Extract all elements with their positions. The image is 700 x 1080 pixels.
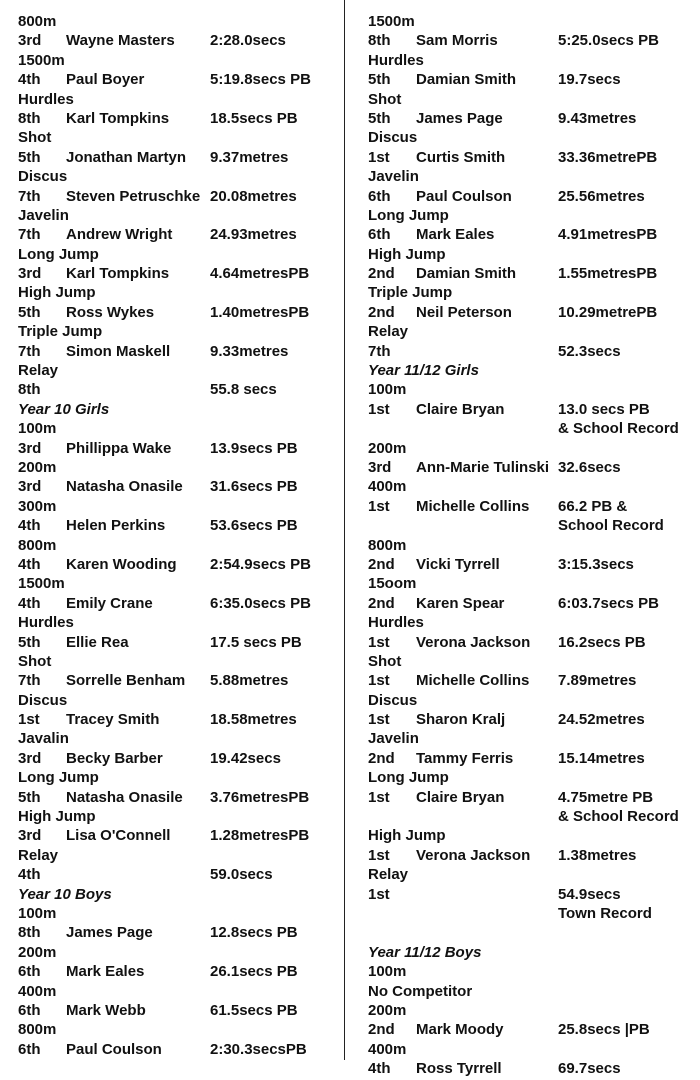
result-row (18, 477, 353, 496)
result-row (368, 846, 700, 865)
event-label: High Jump (368, 827, 446, 845)
event-label: Hurdles (368, 51, 424, 69)
result-row (368, 885, 700, 904)
result-value: 20.08metres (210, 187, 297, 205)
event-label: 800m (18, 13, 57, 30)
result-value: 52.3secs (558, 342, 621, 360)
section-heading: Year 10 Girls (18, 400, 110, 418)
placing: 5th (368, 71, 391, 89)
result-value: 69.7secs (558, 1060, 621, 1078)
athlete-name: James Page (66, 924, 153, 942)
result-row (18, 923, 353, 942)
placing: 5th (18, 148, 41, 166)
result-value: 26.1secs PB (210, 963, 298, 981)
event-label: Relay (18, 846, 59, 864)
athlete-name: Simon Maskell (66, 342, 171, 360)
result-row (368, 187, 700, 206)
placing: 1st (18, 711, 40, 729)
result-row (368, 594, 700, 613)
section-heading: Year 11/12 Boys (368, 943, 482, 961)
athlete-name: Karen Wooding (66, 555, 177, 573)
athlete-name: Phillippa Wake (66, 439, 172, 457)
placing: 1st (368, 885, 390, 903)
placing: 1st (368, 400, 390, 418)
result-value: 16.2secs PB (558, 633, 646, 651)
event-label: Shot (18, 652, 52, 670)
placing: 7th (368, 342, 391, 360)
athlete-name: Mark Eales (416, 226, 495, 244)
result-value: 12.8secs PB (210, 924, 298, 942)
event-label: Long Jump (368, 206, 449, 224)
result-value: 13.0 secs PB (558, 400, 650, 418)
placing: 5th (368, 109, 391, 127)
result-value: 2:28.0secs (210, 32, 286, 50)
result-row (368, 109, 700, 128)
athlete-name: Curtis Smith (416, 148, 506, 166)
athlete-name: Verona Jackson (416, 846, 531, 864)
placing: 1st (368, 788, 390, 806)
result-value: 9.33metres (210, 342, 289, 360)
athlete-name: Ann-Marie Tulinski (416, 458, 550, 476)
athlete-name: Mark Eales (66, 963, 145, 981)
athlete-name: Lisa O'Connell (66, 827, 171, 845)
placing: 5th (18, 633, 41, 651)
placing: 5th (18, 788, 41, 806)
result-row (18, 109, 353, 128)
event-label: No Competitor (368, 982, 473, 1000)
placing: 2nd (368, 1021, 395, 1039)
event-label: 300m (18, 497, 57, 515)
athlete-name: Natasha Onasile (66, 478, 183, 496)
placing: 7th (18, 342, 41, 360)
result-row (18, 342, 353, 361)
result-row (18, 555, 353, 574)
result-value: 7.89metres (558, 672, 637, 690)
athlete-name: Damian Smith (416, 71, 517, 89)
event-label: 400m (368, 478, 407, 496)
event-label: Javalin (18, 730, 69, 748)
result-row (18, 826, 353, 845)
placing: 1st (368, 497, 390, 515)
athlete-name: Paul Boyer (66, 71, 145, 89)
athlete-name: Ross Wykes (66, 303, 155, 321)
result-value: 15.14metres (558, 749, 645, 767)
athlete-name: Tammy Ferris (416, 749, 514, 767)
placing: 8th (18, 109, 41, 127)
result-value: 2:30.3secsPB (210, 1040, 307, 1058)
result-value: 1.55metresPB (558, 265, 658, 283)
result-value: 18.58metres (210, 711, 297, 729)
athlete-name: Damian Smith (416, 265, 517, 283)
event-label: 15oom (368, 575, 417, 593)
event-label: Triple Jump (18, 323, 103, 341)
result-row (18, 865, 353, 884)
placing: 1st (368, 711, 390, 729)
placing: 6th (18, 1040, 41, 1058)
athlete-name: Claire Bryan (416, 400, 505, 418)
athlete-name: Sorrelle Benham (66, 672, 186, 690)
result-value: 24.93metres (210, 226, 297, 244)
result-value: 4.91metresPB (558, 226, 658, 244)
section-heading: Year 10 Boys (18, 885, 112, 903)
result-row (368, 555, 700, 574)
placing: 7th (18, 226, 41, 244)
result-value: 5.88metres (210, 672, 289, 690)
result-continuation (368, 419, 700, 438)
placing: 3rd (18, 749, 42, 767)
event-label: 1500m (18, 575, 65, 593)
athlete-name: Mark Webb (66, 1001, 146, 1019)
result-continuation (368, 904, 700, 923)
athlete-name: Sam Morris (416, 32, 498, 50)
result-row (368, 303, 700, 322)
result-row (368, 788, 700, 807)
event-label: 200m (18, 458, 57, 476)
result-value: 17.5 secs PB (210, 633, 302, 651)
result-row (18, 225, 353, 244)
result-row (368, 225, 700, 244)
result-row (18, 962, 353, 981)
event-label: 100m (368, 381, 407, 399)
result-row (368, 1059, 700, 1078)
athlete-name: Ellie Rea (66, 633, 129, 651)
result-value: 2:54.9secs PB (210, 555, 311, 573)
event-label: 800m (18, 1021, 57, 1039)
event-label: 1500m (368, 13, 415, 30)
event-label: High Jump (18, 284, 96, 302)
event-label: 1500m (18, 51, 65, 69)
result-row (18, 31, 353, 50)
result-value: 9.37metres (210, 148, 289, 166)
result-value: 13.9secs PB (210, 439, 298, 457)
event-label: Javelin (18, 206, 69, 224)
placing: 2nd (368, 749, 395, 767)
event-label: 200m (18, 943, 57, 961)
event-label: Hurdles (18, 614, 74, 632)
event-label: Relay (18, 362, 59, 380)
placing: 3rd (368, 458, 392, 476)
placing: 7th (18, 672, 41, 690)
event-label: 100m (18, 420, 57, 438)
placing: 3rd (18, 439, 42, 457)
event-label: Long Jump (368, 769, 449, 787)
event-label: Long Jump (18, 245, 99, 263)
result-value: 19.7secs (558, 71, 621, 89)
result-value: 1.28metresPB (210, 827, 310, 845)
athlete-name: Karl Tompkins (66, 265, 170, 283)
result-row (18, 187, 353, 206)
result-row (18, 594, 353, 613)
placing: 3rd (18, 32, 42, 50)
result-row (368, 497, 700, 516)
result-continuation (368, 516, 700, 535)
event-label: Relay (368, 866, 409, 884)
event-label: 100m (18, 904, 57, 922)
event-label: Javelin (368, 730, 419, 748)
result-value: 1.38metres (558, 846, 637, 864)
result-value: 32.6secs (558, 458, 621, 476)
result-row (18, 671, 353, 690)
result-value: 59.0secs (210, 866, 273, 884)
event-label: Hurdles (368, 614, 424, 632)
result-row (368, 264, 700, 283)
placing: 1st (368, 148, 390, 166)
column-divider (344, 0, 345, 1060)
athlete-name: Sharon Kralj (416, 711, 506, 729)
result-row (18, 633, 353, 652)
athlete-name: Karen Spear (416, 594, 505, 612)
athlete-name: Helen Perkins (66, 517, 166, 535)
result-row (18, 303, 353, 322)
result-value: 24.52metres (558, 711, 645, 729)
athlete-name: Andrew Wright (66, 226, 173, 244)
athlete-name: Mark Moody (416, 1021, 504, 1039)
placing: 6th (18, 1001, 41, 1019)
event-label: 200m (368, 439, 407, 457)
placing: 3rd (18, 827, 42, 845)
athlete-name: Jonathan Martyn (66, 148, 187, 166)
athlete-name: Natasha Onasile (66, 788, 183, 806)
result-row (368, 31, 700, 50)
result-value: 4.75metre PB (558, 788, 654, 806)
athlete-name: Karl Tompkins (66, 109, 170, 127)
event-label: High Jump (18, 808, 96, 826)
athlete-name: Paul Coulson (416, 187, 512, 205)
placing: 4th (368, 1060, 391, 1078)
placing: 6th (368, 226, 391, 244)
result-row (18, 264, 353, 283)
event-label: Discus (368, 129, 418, 147)
results-column-right (368, 12, 700, 1078)
result-value: 3:15.3secs (558, 555, 634, 573)
result-row (18, 439, 353, 458)
result-note: & School Record (558, 808, 679, 826)
event-label: Discus (368, 691, 418, 709)
result-row (368, 671, 700, 690)
result-row (368, 710, 700, 729)
result-value: 66.2 PB & (558, 497, 628, 515)
placing: 4th (18, 594, 41, 612)
event-label: Triple Jump (368, 284, 453, 302)
athlete-name: Verona Jackson (416, 633, 531, 651)
placing: 1st (368, 633, 390, 651)
result-value: 33.36metrePB (558, 148, 658, 166)
event-label: Relay (368, 323, 409, 341)
athlete-name: Michelle Collins (416, 497, 530, 515)
event-label: 800m (368, 536, 407, 554)
result-row (18, 749, 353, 768)
result-value: 61.5secs PB (210, 1001, 298, 1019)
result-value: 18.5secs PB (210, 109, 298, 127)
result-row (368, 400, 700, 419)
result-value: 4.64metresPB (210, 265, 310, 283)
placing: 4th (18, 517, 41, 535)
placing: 1st (368, 672, 390, 690)
result-row (18, 1040, 353, 1059)
placing: 8th (18, 924, 41, 942)
result-row (18, 380, 353, 399)
event-label: Shot (368, 652, 402, 670)
athlete-name: Claire Bryan (416, 788, 505, 806)
event-label: Long Jump (18, 769, 99, 787)
event-label: 100m (368, 963, 407, 981)
placing: 3rd (18, 478, 42, 496)
result-row (18, 70, 353, 89)
athlete-name: Wayne Masters (66, 32, 175, 50)
result-value: 6:35.0secs PB (210, 594, 311, 612)
section-heading: Year 11/12 Girls (368, 362, 479, 380)
event-label: 400m (18, 982, 57, 1000)
result-row (368, 749, 700, 768)
event-label: Discus (18, 691, 68, 709)
athlete-name: Steven Petruschke (66, 187, 201, 205)
placing: 5th (18, 303, 41, 321)
placing: 7th (18, 187, 41, 205)
placing: 4th (18, 866, 41, 884)
result-note: & School Record (558, 420, 679, 438)
result-row (18, 788, 353, 807)
athlete-name: Tracey Smith (66, 711, 160, 729)
placing: 2nd (368, 265, 395, 283)
result-row (18, 710, 353, 729)
result-value: 6:03.7secs PB (558, 594, 659, 612)
result-continuation (368, 807, 700, 826)
spacer (368, 923, 700, 942)
event-label: 800m (18, 536, 57, 554)
result-note: School Record (558, 517, 664, 535)
result-value: 25.56metres (558, 187, 645, 205)
placing: 4th (18, 555, 41, 573)
result-row (18, 148, 353, 167)
result-row (368, 458, 700, 477)
athlete-name: Neil Peterson (416, 303, 512, 321)
placing: 4th (18, 71, 41, 89)
placing: 6th (18, 963, 41, 981)
placing: 2nd (368, 303, 395, 321)
result-row (368, 1020, 700, 1039)
result-value: 55.8 secs (210, 381, 277, 399)
result-row (18, 1001, 353, 1020)
placing: 2nd (368, 555, 395, 573)
result-value: 1.40metresPB (210, 303, 310, 321)
result-value: 19.42secs (210, 749, 281, 767)
results-column-left (18, 12, 353, 1059)
event-label: Hurdles (18, 90, 74, 108)
placing: 8th (18, 381, 41, 399)
event-label: 400m (368, 1040, 407, 1058)
result-value: 10.29metrePB (558, 303, 658, 321)
result-value: 5:25.0secs PB (558, 32, 659, 50)
event-label: Shot (18, 129, 52, 147)
event-label: High Jump (368, 245, 446, 263)
result-row (368, 633, 700, 652)
result-value: 53.6secs PB (210, 517, 298, 535)
placing: 6th (368, 187, 391, 205)
result-row (18, 516, 353, 535)
result-row (368, 70, 700, 89)
placing: 2nd (368, 594, 395, 612)
event-label: Shot (368, 90, 402, 108)
result-row (368, 148, 700, 167)
result-value: 5:19.8secs PB (210, 71, 311, 89)
athlete-name: James Page (416, 109, 503, 127)
athlete-name: Becky Barber (66, 749, 163, 767)
placing: 1st (368, 846, 390, 864)
result-value: 3.76metresPB (210, 788, 310, 806)
event-label: Discus (18, 168, 68, 186)
result-value: 9.43metres (558, 109, 637, 127)
result-row (368, 342, 700, 361)
event-label: Javelin (368, 168, 419, 186)
athlete-name: Vicki Tyrrell (416, 555, 500, 573)
result-value: 54.9secs (558, 885, 621, 903)
athlete-name: Emily Crane (66, 594, 153, 612)
result-note: Town Record (558, 904, 652, 922)
result-value: 25.8secs |PB (558, 1021, 650, 1039)
result-value: 31.6secs PB (210, 478, 298, 496)
athlete-name: Ross Tyrrell (416, 1060, 502, 1078)
placing: 3rd (18, 265, 42, 283)
placing: 8th (368, 32, 391, 50)
event-label: 200m (368, 1001, 407, 1019)
athlete-name: Paul Coulson (66, 1040, 162, 1058)
athlete-name: Michelle Collins (416, 672, 530, 690)
